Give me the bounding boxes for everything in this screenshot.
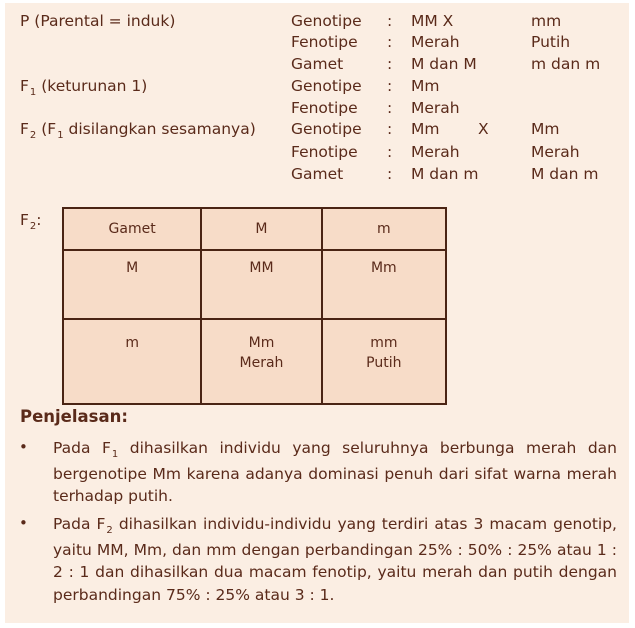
p-gamet-a: M dan M: [411, 55, 477, 73]
colon: :: [387, 120, 393, 138]
f1-fenotipe-a: Merah: [411, 99, 460, 117]
f2-label: $F_2$ ($F_1$ disilangkan sesamanya): [20, 120, 256, 141]
bullet-1-text: Pada $F_1$ dihasilkan individu yang seluruhnya berbunga merah dan bergenotipe Mm karena adanya dominasi penuh dari sifat warna merah terhadap putih.: [53, 439, 617, 505]
f1-genotipe-a: Mm: [411, 77, 440, 95]
punnett-cell: [201, 319, 321, 404]
colon: :: [387, 12, 393, 30]
punnett-cell: Mm: [322, 250, 446, 319]
punnett-row: [63, 319, 446, 404]
f2-genotipe-a: Mm: [411, 120, 440, 138]
p-fenotipe-b: Putih: [531, 33, 571, 51]
f2-gamet-b: M dan m: [531, 165, 599, 183]
f1-fenotipe-label: Fenotipe: [291, 99, 358, 117]
explanation-heading: Penjelasan:: [20, 407, 128, 426]
punnett-gamete-cell: m: [63, 319, 201, 404]
punnett-cell: MM: [201, 250, 321, 319]
colon: :: [387, 165, 393, 183]
punnett-header-row: [63, 208, 446, 250]
f2-fenotipe-a: Merah: [411, 143, 460, 161]
cell-phenotype: Putih: [366, 355, 402, 371]
punnett-label: $F_2$:: [20, 211, 42, 232]
page: [5, 3, 629, 623]
p-label: P (Parental = induk): [20, 12, 176, 30]
cell-genotype: Mm: [248, 335, 275, 351]
f2-fenotipe-b: Merah: [531, 143, 580, 161]
cell-genotype: mm: [370, 335, 398, 351]
colon: :: [387, 55, 393, 73]
f1-genotipe-label: Genotipe: [291, 77, 362, 95]
punnett-cell: [322, 319, 446, 404]
p-genotipe-a: MM X: [411, 12, 454, 30]
f2-gamet-label: Gamet: [291, 165, 344, 183]
f2-fenotipe-label: Fenotipe: [291, 143, 358, 161]
p-fenotipe-label: Fenotipe: [291, 33, 358, 51]
colon: :: [387, 143, 393, 161]
cell-phenotype: Merah: [239, 355, 284, 371]
punnett-header-cell: M: [201, 208, 321, 250]
punnett-square: [62, 207, 447, 405]
bullet-dot: •: [19, 438, 28, 456]
p-fenotipe-a: Merah: [411, 33, 460, 51]
p-genotipe-label: Genotipe: [291, 12, 362, 30]
bullet-dot: •: [19, 514, 28, 532]
f2-genotipe-x: X: [478, 120, 489, 138]
punnett-header-cell: Gamet: [63, 208, 201, 250]
colon: :: [387, 99, 393, 117]
colon: :: [387, 33, 393, 51]
punnett-header-cell: m: [322, 208, 446, 250]
f2-gamet-a: M dan m: [411, 165, 479, 183]
f2-genotipe-label: Genotipe: [291, 120, 362, 138]
f1-label: $F_1$ (keturunan 1): [20, 77, 148, 98]
p-gamet-label: Gamet: [291, 55, 344, 73]
punnett-gamete-cell: M: [63, 250, 201, 319]
p-genotipe-b: mm: [531, 12, 562, 30]
punnett-row: [63, 250, 446, 319]
colon: :: [387, 77, 393, 95]
f2-genotipe-b: Mm: [531, 120, 560, 138]
bullet-2-text: Pada $F_2$ dihasilkan individu-individu yang terdiri atas 3 macam genotip, yaitu MM, Mm, dan mm dengan perbandingan 25% : 50% : 25% atau 1 : 2 : 1 dan dihasilkan dua macam fenotip, yaitu merah dan putih dengan perbandingan 75% : 25% atau 3 : 1.: [53, 515, 617, 604]
p-gamet-b: m dan m: [531, 55, 601, 73]
